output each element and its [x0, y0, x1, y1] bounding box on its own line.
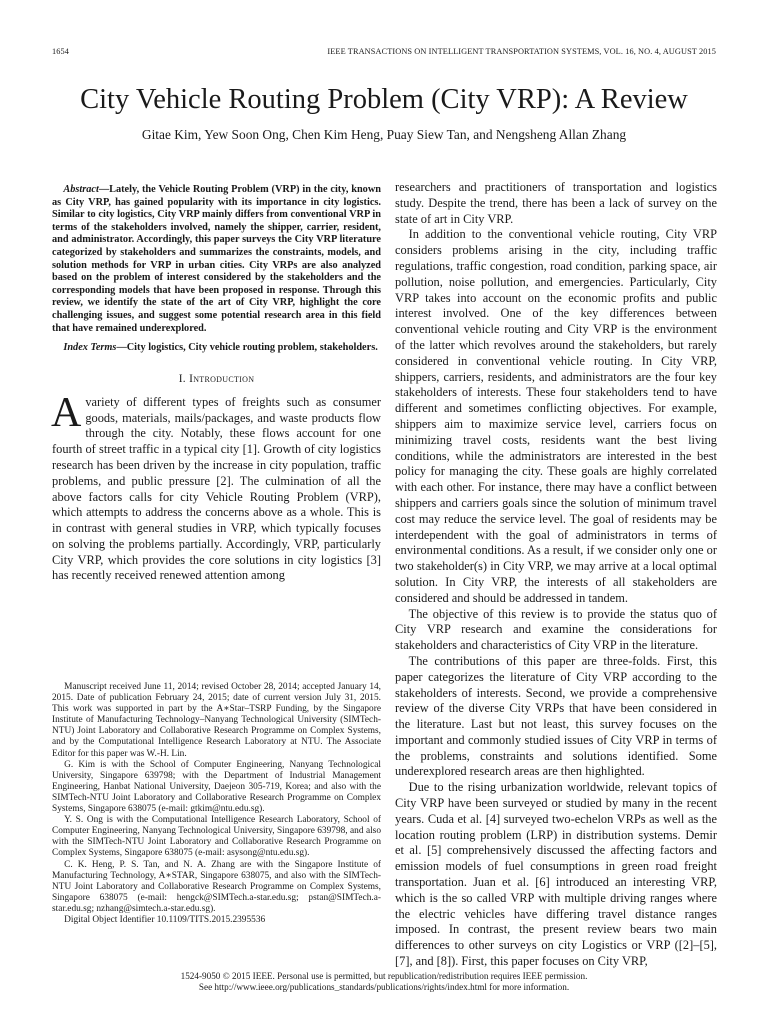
abstract-label: Abstract	[63, 184, 99, 195]
body-paragraph: The contributions of this paper are three-folds. First, this paper categorizes the literature of City VRP according to the stakeholders of interests. Second, we provide a comprehensive review of the diverse City VRPs that have been considered in the literature. Last but not least, this survey focuses on the important and commonly studied issues of City VRP in terms of the problems, constraints and solutions identified. Some underexplored research areas are then highlighted.	[395, 653, 717, 779]
body-paragraph: Due to the rising urbanization worldwide, relevant topics of City VRP have been surveyed or studied by many in the recent years. Cuda et al. [4] surveyed two-echelon VRPs as well as the location routing problem (LRP) in distribution systems. Demir et al. [5] comprehensively discussed the affecting factors and emission models of fuel consumptions in green road freight transportation. Juan et al. [6] introduced an interesting VRP, which is the so called VRP with multiple driving ranges where the electric vehicles have differing travel distance ranges imposed. In contrast, the present review bears two main differences to other surveys on city Logistics or VRP ([2]–[5], [7], and [8]). First, this paper focuses on City VRP,	[395, 780, 717, 969]
intro-text: variety of different types of freights such as consumer goods, materials, mails/packages, and waste products flow through the city. Notably, these flows account for one fourth of street traffic in a typical city [1]. Growth of city logistics research has been driven by the increase in city population, traffic problems, and public pressure [2]. The culmination of all the above factors calls for city Vehicle Routing Problem (VRP), which attempts to address the concerns above as a whole. This is in contrast with general studies in VRP, which typically focuses on solving the problems partially. Accordingly, VRP, particularly City VRP, which provides the core solutions in city logistics [3] has recently received renewed attention among	[52, 394, 381, 583]
author-list: Gitae Kim, Yew Soon Ong, Chen Kim Heng, Puay Siew Tan, and Nengsheng Allan Zhang	[141, 127, 627, 142]
page-number: 1654	[52, 47, 69, 56]
section-heading-introduction	[52, 372, 381, 386]
footnote-doi: Digital Object Identifier 10.1109/TITS.2015.2395536	[64, 914, 266, 925]
journal-header: IEEE TRANSACTIONS ON INTELLIGENT TRANSPORTATION SYSTEMS, VOL. 16, NO. 4, AUGUST 2015	[327, 47, 716, 56]
body-paragraph: The objective of this review is to provide the status quo of City VRP research and examine the considerations for stakeholders and characteristics of City VRP in the literature.	[395, 606, 717, 653]
index-terms-text: —City logistics, City vehicle routing problem, stakeholders.	[116, 342, 378, 354]
drop-cap: A	[51, 389, 82, 436]
footnote-authors-heng-tan-zhang: C. K. Heng, P. S. Tan, and N. A. Zhang are with the Singapore Institute of Manufacturing Technology, A∗STAR, Singapore 638075, and also with the SIMTech-NTU Joint Laboratory and Collaborative Research Programme on Complex Systems, Singapore 638075 (e-mail: hengck@SIMTech.a-star.edu.sg; pstan@SIMTech.a-star.edu.sg; nzhang@simtech.a-star.edu.sg).	[52, 859, 381, 914]
copyright-line: 1524-9050 © 2015 IEEE. Personal use is permitted, but republication/redistribution requires IEEE permission.	[180, 971, 588, 981]
footnotes	[52, 682, 381, 926]
abstract-text: —Lately, the Vehicle Routing Problem (VRP) in the city, known as City VRP, has gained popularity with its importance in city logistics. Similar to city logistics, City VRP mainly differs from conventional VRP in terms of the stakeholders involved, namely the shipper, carrier, resident, and administrator. Accordingly, this paper surveys the City VRP literature categorized by stakeholders and summarizes the constraints, models, and solution methods for VRP in urban cities. City VRPs are also analyzed based on the problem of interest considered by the stakeholders and the corresponding models that have been proposed in response. Through this review, we identify the state of the art of City VRP, highlight the core challenging issues, and suggest some potential research area in this field that have remained underexplored.	[52, 184, 381, 334]
copyright-notice	[40, 971, 728, 993]
left-column	[52, 184, 381, 584]
paper-title: City Vehicle Routing Problem (City VRP): A Review	[80, 84, 688, 115]
footnote-manuscript: Manuscript received June 11, 2014; revised October 28, 2014; accepted January 14, 2015. Date of publication February 24, 2015; date of current version July 31, 2015. This work was supported in part by the A∗Star–TSRP Funding, by the Singapore Institute of Manufacturing Technology–Nanyang Technological University (SIMTech-NTU) Joint Laboratory and Collaborative Research Programme on Complex Systems, and by the Computational Intelligence Research Laboratory at NTU. The Associate Editor for this paper was W.-H. Lin.	[52, 682, 381, 759]
body-paragraph: In addition to the conventional vehicle routing, City VRP considers problems arising in the city, including traffic regulations, traffic congestion, road condition, parking space, air pollution, noise pollution, and emergencies. Particularly, City VRP takes into account on the economic profits and public interest involved. One of the key differences between conventional vehicle routing and City VRP is the environment of the latter which revolves around the stakeholders, but rarely considered in conventional vehicle routing. In City VRP, shippers, carriers, residents, and administrators are the four key stakeholders of interests. These four stakeholders tend to have different and sometimes conflicting objectives. For example, shippers aim to maximize service level, carriers focus on minimizing travel costs, residents want the best living conditions, while the administrators are interested in the best policy for managing the city. These goals are highly correlated with each other. For instance, there may have a conflict between shippers and carriers goals since the solution of minimum travel cost may reduce the service level. The goal of residents may be interdependent with the goal of administrators in terms of environmental conditions. As a result, if we consider only one or two stakeholder(s) in City VRP, we may arrive at a local optimal solution. In City VRP, the interests of all stakeholders are considered and should be addressed in tandem.	[395, 227, 717, 605]
body-paragraph: researchers and practitioners of transportation and logistics study. Despite the trend, there has been a lack of survey on the state of art in City VRP.	[395, 180, 717, 226]
section-title: Introduction	[189, 372, 255, 385]
index-terms	[52, 342, 381, 355]
index-terms-label: Index Terms	[63, 342, 117, 354]
footnote-author-kim: G. Kim is with the School of Computer Engineering, Nanyang Technological University, Singapore 639798; with the Department of Industrial Management Engineering, Hanbat National University, Daejeon 305-719, Korea; and also with the SIMTech-NTU Joint Laboratory and Collaborative Research Programme on Complex Systems, Singapore 638075 (e-mail: gtkim@ntu.edu.sg).	[52, 759, 381, 815]
right-column	[395, 180, 717, 970]
abstract	[52, 184, 381, 335]
intro-paragraph	[51, 389, 381, 585]
rights-url-line: See http://www.ieee.org/publications_standards/publications/rights/index.html for more information.	[198, 982, 570, 992]
footnote-author-ong: Y. S. Ong is with the Computational Intelligence Research Laboratory, School of Computer Engineering, Nanyang Technological University, Singapore 639798, and also with the SIMTech-NTU Joint Laboratory and Collaborative Research Programme on Complex Systems, Singapore 638075 (e-mail: asysong@ntu.edu.sg).	[52, 815, 381, 859]
section-numeral: I.	[178, 372, 186, 385]
